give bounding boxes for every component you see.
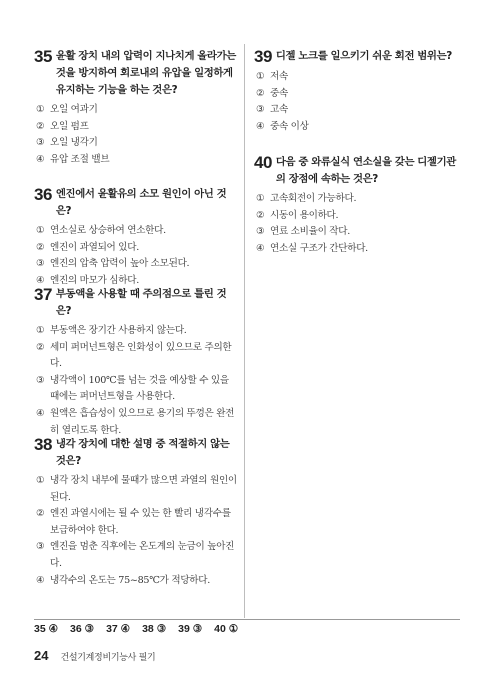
- option-number: ②: [36, 508, 45, 520]
- option-number: ④: [256, 120, 265, 132]
- option-number: ①: [36, 325, 45, 336]
- option-number: ④: [36, 574, 45, 586]
- option: [256, 102, 459, 119]
- option-text: 고속회전이 가능하다.: [270, 193, 357, 204]
- answer-number: 40: [214, 623, 226, 635]
- answer-37: [106, 623, 130, 635]
- option-text: 연료 소비율이 작다.: [270, 226, 350, 238]
- option: [256, 191, 459, 208]
- option-text: 세미 퍼머넌트형은 인화성이 있으므로 주의한다.: [50, 341, 232, 370]
- option-number: ②: [36, 241, 45, 253]
- page-number: 24: [34, 648, 49, 663]
- answer-mark: ③: [156, 623, 167, 635]
- option-text: 냉각 장치 내부에 물때가 많으면 과열의 원인이 된다.: [50, 475, 237, 503]
- option-number: ③: [36, 374, 45, 386]
- option: [256, 69, 459, 86]
- option-number: ④: [256, 242, 265, 254]
- question-number: 39: [254, 47, 272, 66]
- option-text: 연소실로 상승하여 연소한다.: [50, 225, 166, 236]
- option-number: ③: [256, 226, 265, 238]
- page-footer: [34, 648, 155, 663]
- question-39: [254, 48, 459, 135]
- answer-mark: ①: [228, 623, 239, 635]
- question-36: [34, 186, 239, 289]
- option-number: ③: [36, 137, 45, 149]
- option: [36, 256, 239, 273]
- option-number: ④: [36, 274, 45, 286]
- option-text: 중속 이상: [270, 120, 309, 132]
- answer-number: 39: [178, 623, 190, 635]
- question-40: [254, 154, 459, 257]
- option: [36, 223, 239, 240]
- options-list: [254, 191, 459, 257]
- option-number: ③: [36, 258, 45, 270]
- option-text: 연소실 구조가 간단하다.: [270, 242, 368, 254]
- answer-number: 38: [142, 623, 154, 635]
- option-text: 엔진의 마모가 심하다.: [50, 274, 139, 286]
- answer-number: 35: [34, 623, 46, 635]
- option: [36, 539, 239, 572]
- option-text: 냉각수의 온도는 75~85℃가 적당하다.: [50, 574, 210, 586]
- question-number: 35: [34, 47, 52, 66]
- question-text: 윤활 장치 내의 압력이 지나치게 올라가는 것을 방지하여 회로내의 유압을 일정하게 유지하는 기능을 하는 것은?: [55, 50, 236, 96]
- question-text: 냉각 장치에 대한 설명 중 적절하지 않는 것은?: [55, 438, 230, 467]
- question-35: [34, 48, 239, 168]
- option: [36, 473, 239, 506]
- option: [256, 224, 459, 241]
- option-number: ①: [36, 225, 45, 236]
- option-text: 저속: [270, 71, 288, 82]
- option-text: 중속: [270, 87, 288, 99]
- question-text: 엔진에서 윤활유의 소모 원인이 아닌 것은?: [55, 188, 227, 217]
- book-title: 건설기계정비기능사 필기: [60, 653, 156, 663]
- option: [36, 340, 239, 373]
- answer-mark: ③: [192, 623, 203, 635]
- option-number: ①: [256, 193, 265, 204]
- column-divider: [244, 44, 245, 618]
- options-list: [254, 69, 459, 135]
- answer-mark: ③: [84, 623, 95, 635]
- option-text: 오일 냉각기: [50, 137, 98, 149]
- question-text: 부동액을 사용할 때 주의점으로 틀린 것은?: [55, 288, 227, 317]
- question-number: 36: [34, 185, 52, 204]
- option-number: ①: [256, 71, 265, 82]
- option-text: 시동이 용이하다.: [270, 209, 339, 221]
- option: [36, 373, 239, 406]
- answer-38: [142, 623, 166, 635]
- option-number: ③: [36, 541, 45, 553]
- question-38: [34, 436, 239, 589]
- question-37: [34, 286, 239, 439]
- answer-key: [34, 619, 460, 635]
- question-number: 38: [34, 435, 52, 454]
- option-text: 엔진의 압축 압력이 높아 소모된다.: [50, 258, 190, 270]
- option: [36, 406, 239, 439]
- option: [256, 86, 459, 103]
- option-text: 오일 펌프: [50, 120, 89, 132]
- answer-number: 36: [70, 623, 82, 635]
- option-number: ④: [36, 407, 45, 419]
- option-text: 부동액은 장기간 사용하지 않는다.: [50, 325, 187, 336]
- answer-mark: ④: [120, 623, 131, 635]
- option: [36, 102, 239, 119]
- option: [256, 208, 459, 225]
- question-number: 37: [34, 285, 52, 304]
- answer-number: 37: [106, 623, 118, 635]
- answer-36: [70, 623, 94, 635]
- option: [36, 119, 239, 136]
- option: [256, 241, 459, 258]
- option: [36, 135, 239, 152]
- option-text: 냉각액이 100℃를 넘는 것을 예상할 수 있을 때에는 퍼머넌트형을 사용한다.: [50, 374, 229, 403]
- option-number: ③: [256, 104, 265, 116]
- option-text: 유압 조절 밸브: [50, 153, 110, 165]
- options-list: [34, 323, 239, 439]
- answer-40: [214, 623, 238, 635]
- answer-35: [34, 623, 58, 635]
- option: [36, 240, 239, 257]
- answer-39: [178, 623, 202, 635]
- option-number: ②: [256, 87, 265, 99]
- question-number: 40: [254, 153, 272, 172]
- options-list: [34, 223, 239, 289]
- question-text: 디젤 노크를 일으키기 쉬운 회전 범위는?: [275, 50, 452, 62]
- option: [36, 573, 239, 590]
- answer-mark: ④: [48, 623, 59, 635]
- question-text: 다음 중 와류실식 연소실을 갖는 디젤기관의 장점에 속하는 것은?: [275, 156, 456, 185]
- option-number: ①: [36, 475, 45, 486]
- options-list: [34, 473, 239, 589]
- option-text: 원액은 흡습성이 있으므로 용기의 뚜껑은 완전히 열리도록 한다.: [50, 407, 235, 436]
- option-number: ②: [36, 341, 45, 353]
- option-number: ②: [36, 120, 45, 132]
- options-list: [34, 102, 239, 168]
- option-text: 고속: [270, 104, 288, 116]
- option-text: 엔진 과열시에는 될 수 있는 한 빨리 냉각수를 보급하여야 한다.: [50, 508, 231, 536]
- option: [36, 152, 239, 169]
- option-number: ④: [36, 153, 45, 165]
- option: [36, 506, 239, 539]
- option: [36, 323, 239, 340]
- option: [256, 119, 459, 136]
- option-text: 엔진이 과열되어 있다.: [50, 241, 139, 253]
- option-number: ①: [36, 104, 45, 115]
- option-text: 엔진을 멈춘 직후에는 온도계의 눈금이 높아진다.: [50, 541, 235, 569]
- option-text: 오일 여과기: [50, 104, 98, 115]
- option-number: ②: [256, 209, 265, 221]
